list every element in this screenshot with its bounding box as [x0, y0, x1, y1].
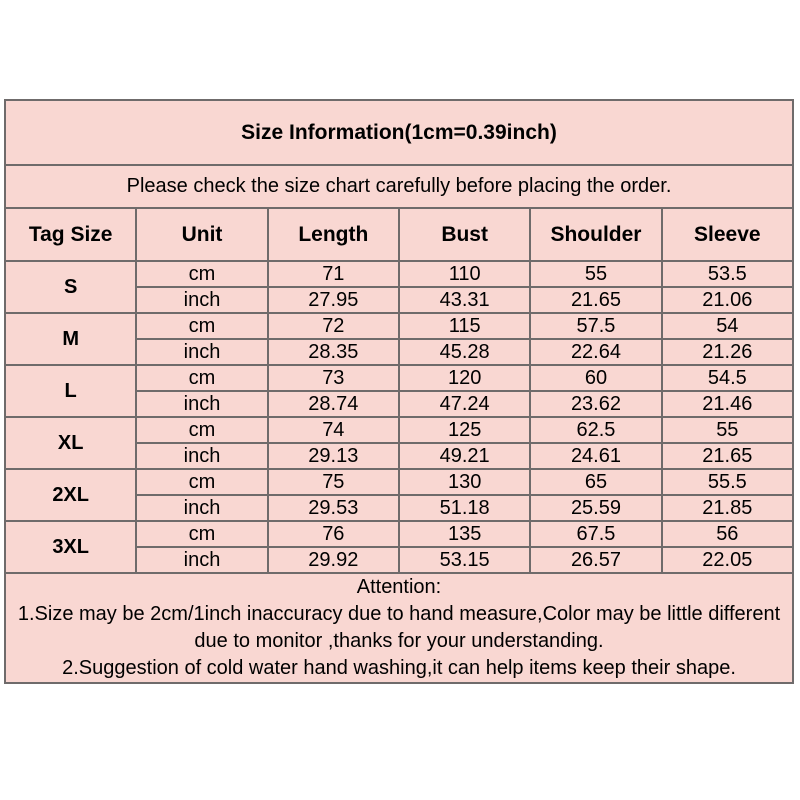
size-xl-cm-row	[5, 417, 793, 443]
measurement-cell: 21.46	[662, 391, 793, 417]
size-3xl-cm-row	[5, 521, 793, 547]
measurement-cell: 56	[662, 521, 793, 547]
tag-size-cell: 2XL	[5, 469, 136, 521]
measurement-cell: 75	[268, 469, 399, 495]
tag-size-cell: XL	[5, 417, 136, 469]
measurement-cell: 21.06	[662, 287, 793, 313]
header-row	[5, 208, 793, 261]
unit-cell: inch	[136, 495, 267, 521]
measurement-cell: 22.64	[530, 339, 661, 365]
measurement-cell: 55.5	[662, 469, 793, 495]
measurement-cell: 76	[268, 521, 399, 547]
measurement-cell: 28.35	[268, 339, 399, 365]
unit-cell: inch	[136, 339, 267, 365]
unit-cell: cm	[136, 261, 267, 287]
size-chart-panel	[4, 99, 794, 684]
measurement-cell: 73	[268, 365, 399, 391]
tag-size-cell: L	[5, 365, 136, 417]
measurement-cell: 54.5	[662, 365, 793, 391]
measurement-cell: 24.61	[530, 443, 661, 469]
measurement-cell: 53.15	[399, 547, 530, 573]
measurement-cell: 72	[268, 313, 399, 339]
unit-cell: inch	[136, 443, 267, 469]
unit-cell: cm	[136, 365, 267, 391]
size-s-cm-row	[5, 261, 793, 287]
size-l-cm-row	[5, 365, 793, 391]
attention-note: 1.Size may be 2cm/1inch inaccuracy due to hand measure,Color may be little different due to monitor ,thanks for your understanding.	[17, 603, 781, 652]
unit-cell: inch	[136, 391, 267, 417]
size-chart-table	[4, 99, 794, 684]
unit-cell: inch	[136, 547, 267, 573]
measurement-cell: 135	[399, 521, 530, 547]
measurement-cell: 49.21	[399, 443, 530, 469]
tag-size-cell: M	[5, 313, 136, 365]
measurement-cell: 115	[399, 313, 530, 339]
measurement-cell: 21.26	[662, 339, 793, 365]
measurement-cell: 21.85	[662, 495, 793, 521]
measurement-cell: 53.5	[662, 261, 793, 287]
measurement-cell: 43.31	[399, 287, 530, 313]
attention-note: 2.Suggestion of cold water hand washing,it can help items keep their shape.	[62, 657, 736, 679]
size-info-title: Size Information(1cm=0.39inch)	[5, 100, 793, 165]
measurement-cell: 65	[530, 469, 661, 495]
attention-heading: Attention:	[356, 576, 442, 598]
measurement-cell: 29.92	[268, 547, 399, 573]
size-m-cm-row	[5, 313, 793, 339]
tag-size-cell: 3XL	[5, 521, 136, 573]
measurement-cell: 67.5	[530, 521, 661, 547]
measurement-cell: 45.28	[399, 339, 530, 365]
measurement-cell: 120	[399, 365, 530, 391]
col-header-bust: Bust	[399, 208, 530, 261]
measurement-cell: 23.62	[530, 391, 661, 417]
measurement-cell: 125	[399, 417, 530, 443]
subtitle-row	[5, 165, 793, 208]
title-row	[5, 100, 793, 165]
measurement-cell: 22.05	[662, 547, 793, 573]
measurement-cell: 55	[530, 261, 661, 287]
measurement-cell: 29.53	[268, 495, 399, 521]
measurement-cell: 60	[530, 365, 661, 391]
unit-cell: inch	[136, 287, 267, 313]
measurement-cell: 57.5	[530, 313, 661, 339]
measurement-cell: 54	[662, 313, 793, 339]
measurement-cell: 74	[268, 417, 399, 443]
measurement-cell: 47.24	[399, 391, 530, 417]
col-header-tag-size: Tag Size	[5, 208, 136, 261]
attention-section	[5, 573, 793, 683]
unit-cell: cm	[136, 313, 267, 339]
measurement-cell: 71	[268, 261, 399, 287]
measurement-cell: 29.13	[268, 443, 399, 469]
col-header-length: Length	[268, 208, 399, 261]
measurement-cell: 28.74	[268, 391, 399, 417]
measurement-cell: 110	[399, 261, 530, 287]
col-header-shoulder: Shoulder	[530, 208, 661, 261]
measurement-cell: 130	[399, 469, 530, 495]
col-header-unit: Unit	[136, 208, 267, 261]
size-chart-notice: Please check the size chart carefully before placing the order.	[5, 165, 793, 208]
measurement-cell: 25.59	[530, 495, 661, 521]
measurement-cell: 21.65	[662, 443, 793, 469]
tag-size-cell: S	[5, 261, 136, 313]
measurement-cell: 51.18	[399, 495, 530, 521]
unit-cell: cm	[136, 417, 267, 443]
col-header-sleeve: Sleeve	[662, 208, 793, 261]
measurement-cell: 26.57	[530, 547, 661, 573]
measurement-cell: 21.65	[530, 287, 661, 313]
measurement-cell: 62.5	[530, 417, 661, 443]
unit-cell: cm	[136, 469, 267, 495]
size-2xl-cm-row	[5, 469, 793, 495]
measurement-cell: 27.95	[268, 287, 399, 313]
unit-cell: cm	[136, 521, 267, 547]
attention-row	[5, 573, 793, 683]
measurement-cell: 55	[662, 417, 793, 443]
